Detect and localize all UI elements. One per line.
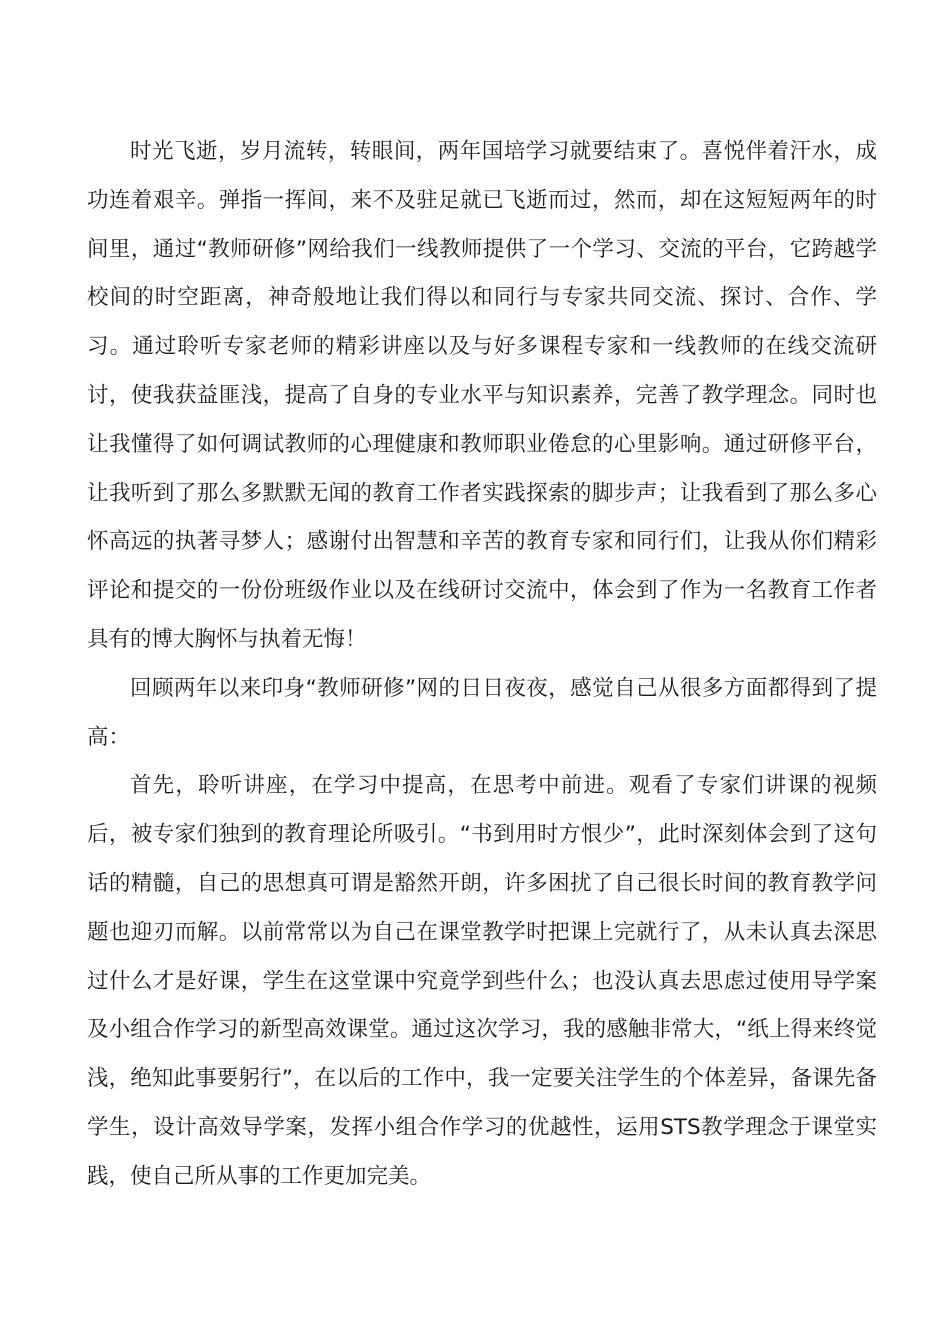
paragraph-1: 时光飞逝，岁月流转，转眼间，两年国培学习就要结束了。喜悦伴着汗水，成功连着艰辛。弹指一挥间，来不及驻足就已飞逝而过，然而，却在这短短两年的时间里，通过“教师研修”网给我们一线教师提供了一个学习、交流的平台，它跨越学校间的时空距离，神奇般地让我们得以和同行与专家共同交流、探讨、合作、学习。通过聆听专家老师的精彩讲座以及与好多课程专家和一线教师的在线交流研讨，使我获益匪浅，提高了自身的专业水平与知识素养，完善了教学理念。同时也让我懂得了如何调试教师的心理健康和教师职业倦怠的心里影响。通过研修平台，让我听到了那么多默默无闻的教育工作者实践探索的脚步声；让我看到了那么多心怀高远的执著寻梦人；感谢付出智慧和辛苦的教育专家和同行们，让我从你们精彩评论和提交的一份份班级作业以及在线研讨交流中，体会到了作为一名教育工作者具有的博大胸怀与执着无悔！: [87, 139, 877, 652]
document-body: [87, 128, 877, 1202]
paragraph-3: 首先，聆听讲座，在学习中提高，在思考中前进。观看了专家们讲课的视频后，被专家们独到的教育理论所吸引。“书到用时方恨少”，此时深刻体会到了这句话的精髓，自己的思想真可谓是豁然开朗，许多困扰了自己很长时间的教育教学问题也迎刃而解。以前常常以为自己在课堂教学时把课上完就行了，从未认真去深思过什么才是好课，学生在这堂课中究竟学到些什么；也没认真去思虑过使用导学案及小组合作学习的新型高效课堂。通过这次学习，我的感触非常大，“纸上得来终觉浅，绝知此事要躬行”，在以后的工作中，我一定要关注学生的个体差异，备课先备学生，设计高效导学案，发挥小组合作学习的优越性，运用STS教学理念于课堂实践，使自己所从事的工作更加完美。: [87, 773, 877, 1189]
paragraph-2: 回顾两年以来印身“教师研修”网的日日夜夜，感觉自己从很多方面都得到了提高：: [87, 675, 877, 750]
